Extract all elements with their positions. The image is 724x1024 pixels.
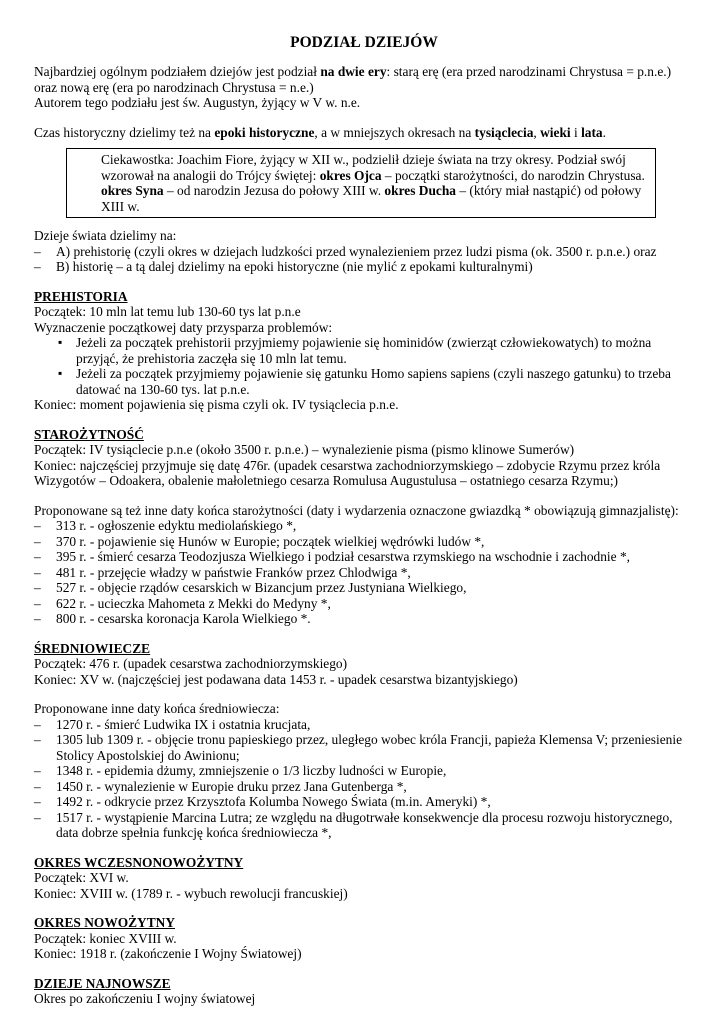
list-item: ▪ Jeżeli za początek prehistorii przyjmiemy pojawienie się hominidów (zwierząt człowiekowatych) to można przyjąć, że prehistoria zaczęła się 10 mln lat temu. [56, 335, 694, 366]
division-list [34, 244, 694, 275]
text: Najbardziej ogólnym podziałem dziejów jest podział [34, 64, 321, 79]
list-item: – 1517 r. - wystąpienie Marcina Lutra; ze względu na długotrwałe konsekwencje dla procesu rozwoju historycznego, data dobrze spełnia funkcję końca średniowiecza *, [34, 810, 694, 841]
text: i [570, 124, 582, 140]
section-heading-wczesnonowozytny: OKRES WCZESNONOWOŻYTNY [34, 854, 244, 870]
bold-text: okres Syna [101, 183, 164, 198]
intro-paragraph-1 [34, 64, 694, 80]
section-heading-nowozytny: OKRES NOWOŻYTNY [34, 915, 175, 930]
sredniowiecze-proposed: Proponowane inne daty końca średniowiecza: [34, 701, 280, 716]
sredniowiecze-dates [34, 717, 694, 841]
prehistoria-end: Koniec: moment pojawienia się pisma czyli ok. IV tysiąclecia p.n.e. [34, 397, 399, 412]
text: Ciekawostka: Joachim Fiore, żyjący w XII w., podzielił dzieje świata na trzy okresy. Podział swój wzorował na analogii do Trójcy świętej: [101, 152, 626, 183]
bold-text: wieki [540, 124, 571, 140]
list-item: – 800 r. - cesarska koronacja Karola Wielkiego *. [34, 611, 694, 627]
wczesnonowozytny-start: Początek: XVI w. [34, 870, 129, 885]
division-lead: Dzieje świata dzielimy na: [34, 228, 177, 243]
text: – od narodzin Jezusa do połowy XIII w. [163, 183, 385, 198]
sredniowiecze-start: Początek: 476 r. (upadek cesarstwa zachodniorzymskiego) [34, 656, 348, 671]
starozytnosc-dates [34, 518, 694, 627]
list-item: ▪ Jeżeli za początek przyjmiemy pojawienie się gatunku Homo sapiens sapiens (czyli naszego gatunku) to trzeba datować na 130-60 tys. lat p.n.e. [56, 366, 694, 397]
bold-text: okres Ojca [319, 167, 382, 183]
list-item: – 622 r. - ucieczka Mahometa z Mekki do Medyny *, [34, 596, 694, 612]
bold-text: tysiąclecia [474, 124, 534, 140]
list-item: – 1270 r. - śmierć Ludwika IX i ostatnia krucjata, [34, 717, 694, 733]
najnowsze-desc: Okres po zakończeniu I wojny światowej [34, 991, 256, 1006]
list-item: – 1492 r. - odkrycie przez Krzysztofa Kolumba Nowego Świata (m.in. Ameryki) *, [34, 794, 694, 810]
text: – początki starożytności, do narodzin Chrystusa. [381, 167, 645, 183]
section-heading-starozytnosc: STAROŻYTNOŚĆ [34, 426, 144, 442]
prehistoria-bullets [34, 335, 694, 397]
bold-text: lata [581, 124, 603, 140]
list-item: – B) historię – a tą dalej dzielimy na epoki historyczne (nie mylić z epokami kulturalnymi) [34, 259, 694, 275]
nowozytny-start: Początek: koniec XVIII w. [34, 930, 177, 946]
text: , [533, 124, 541, 140]
list-item: – 1305 lub 1309 r. - objęcie tronu papieskiego przez, uległego wobec króla Francji, papieża Klemensa V; przeniesienie Stolicy Apostolskiej do Awinionu; [34, 732, 694, 763]
intro-paragraph-2 [34, 125, 694, 141]
bold-text: okres Ducha [384, 183, 456, 198]
section-heading-sredniowiecze: ŚREDNIOWIECZE [34, 640, 151, 656]
sredniowiecze-end: Koniec: XV w. (najczęściej jest podawana data 1453 r. - upadek cesarstwa bizantyjskiego) [34, 671, 518, 687]
section-heading-prehistoria: PREHISTORIA [34, 288, 128, 304]
list-item: – 370 r. - pojawienie się Hunów w Europie; początek wielkiej wędrówki ludów *, [34, 534, 694, 550]
prehistoria-problem: Wyznaczenie początkowej daty przysparza problemów: [34, 319, 333, 335]
starozytnosc-start: Początek: IV tysiąclecie p.n.e (około 3500 r. p.n.e.) – wynalezienie pisma (pismo klinowe Sumerów) [34, 442, 575, 457]
intro-paragraph-1b: oraz nową erę (era po narodzinach Chrystusa = n.e.) [34, 79, 314, 95]
text: Czas historyczny dzielimy też na [34, 124, 215, 140]
page-title: PODZIAŁ DZIEJÓW [290, 34, 438, 51]
document-page [34, 34, 694, 1007]
text: , a w mniejszych okresach na [314, 124, 475, 140]
list-item: – 481 r. - przejęcie władzy w państwie Franków przez Chlodwiga *, [34, 565, 694, 581]
list-item: – A) prehistorię (czyli okres w dziejach ludzkości przed wynalezieniem przez ludzi pisma (ok. 3500 r. p.n.e.) oraz [34, 244, 694, 260]
nowozytny-end: Koniec: 1918 r. (zakończenie I Wojny Światowej) [34, 946, 302, 961]
list-item: – 1450 r. - wynalezienie w Europie druku przez Jana Gutenberga *, [34, 779, 694, 795]
text: – (który miał nastąpić) od połowy XIII w. [101, 183, 642, 214]
list-item: – 1348 r. - epidemia dżumy, zmniejszenie o 1/3 liczby ludności w Europie, [34, 763, 694, 779]
bold-text: epoki historyczne [214, 124, 315, 140]
intro-paragraph-1c: Autorem tego podziału jest św. Augustyn, żyjący w V w. n.e. [34, 95, 361, 110]
list-item: – 313 r. - ogłoszenie edyktu mediolańskiego *, [34, 518, 694, 534]
curiosity-box [66, 148, 656, 218]
text: . [602, 124, 606, 140]
section-heading-najnowsze: DZIEJE NAJNOWSZE [34, 975, 171, 991]
starozytnosc-end: Koniec: najczęściej przyjmuje się datę 476r. (upadek cesarstwa zachodniorzymskiego – zdobycie Rzymu przez króla Wizygotów – Odoakera, obalenie małoletniego cesarza Romulusa Augustulusa – ostatniego cesarza Rzymu;) [34, 457, 661, 488]
prehistoria-start: Początek: 10 mln lat temu lub 130-60 tys lat p.n.e [34, 304, 301, 319]
bold-text: na dwie ery [320, 64, 387, 79]
list-item: – 395 r. - śmierć cesarza Teodozjusza Wielkiego i podział cesarstwa rzymskiego na wschodnie i zachodnie *, [34, 549, 694, 565]
starozytnosc-proposed: Proponowane są też inne daty końca starożytności (daty i wydarzenia oznaczone gwiazdką * obowiązują gimnazjalistę): [34, 502, 679, 518]
text: : starą erę (era przed narodzinami Chrystusa = p.n.e.) [386, 64, 672, 79]
list-item: – 527 r. - objęcie rządów cesarskich w Bizancjum przez Justyniana Wielkiego, [34, 580, 694, 596]
wczesnonowozytny-end: Koniec: XVIII w. (1789 r. - wybuch rewolucji francuskiej) [34, 885, 348, 901]
